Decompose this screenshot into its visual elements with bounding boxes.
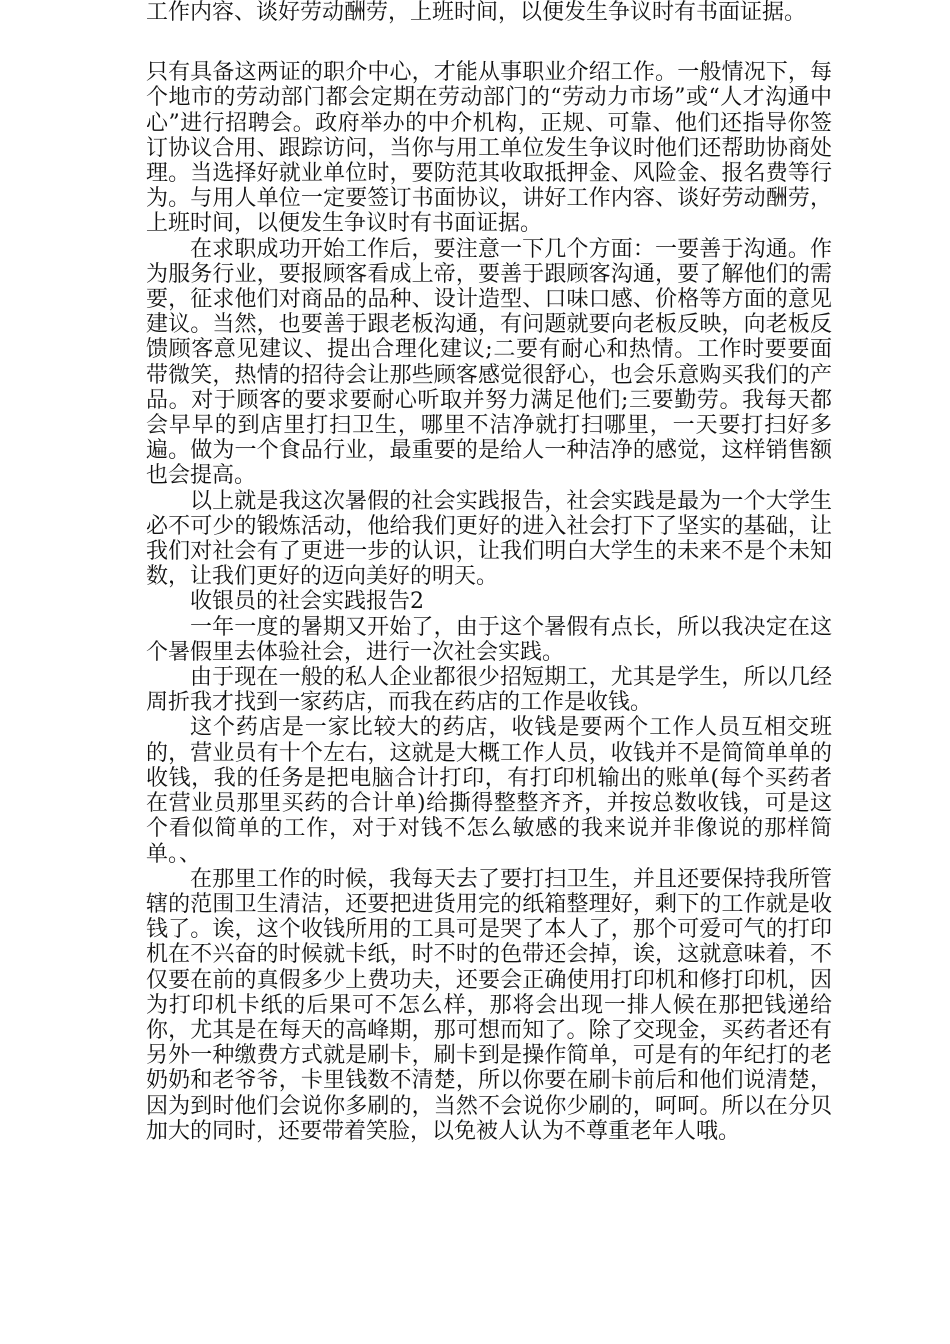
paragraph-conclusion: 以上就是我这次暑假的社会实践报告，社会实践是最为一个大学生必不可少的锻炼活动，他给我们更好的进入社会打下了坚实的基础，让我们对社会有了更进一步的认识，让我们明白大学生的未来不是个未知数，让我们更好的迈向美好的明天。 xyxy=(146,488,832,590)
paragraph-work-tips: 在求职成功开始工作后，要注意一下几个方面：一要善于沟通。作为服务行业，要报顾客看成上帝，要善于跟顾客沟通，要了解他们的需要，征求他们对商品的品种、设计造型、口味口感、价格等方面的意见建议。当然，也要善于跟老板沟通，有问题就要向老板反映，向老板反馈顾客意见建议、提出合理化建议;二要有耐心和热情。工作时要要面带微笑，热情的招待会让那些顾客感觉很舒心，也会乐意购买我们的产品。对于顾客的要求要耐心听取并努力满足他们;三要勤劳。我每天都会早早的到店里打扫卫生，哪里不洁净就打扫哪里，一天要打扫好多遍。做为一个食品行业，最重要的是给人一种洁净的感觉，这样销售额也会提高。 xyxy=(146,236,832,489)
paragraph-daily-work: 在那里工作的时候，我每天去了要打扫卫生，并且还要保持我所管辖的范围卫生清洁，还要把进货用完的纸箱整理好，剩下的工作就是收钱了。诶，这个收钱所用的工具可是哭了本人了，那个可爱可气的打印机在不兴奋的时候就卡纸，时不时的色带还会掉，诶，这就意味着，不仅要在前的真假多少上费功夫，还要会正确使用打印机和修打印机，因为打印机卡纸的后果可不怎么样，那将会出现一排人候在那把钱递给你，尤其是在每天的高峰期，那可想而知了。除了交现金，买药者还有另外一种缴费方式就是刷卡，刷卡到是操作简单，可是有的年纪打的老奶奶和老爷爷，卡里钱数不清楚，所以你要在刷卡前后和他们说清楚，因为到时他们会说你多刷的，当然不会说你少刷的，呵呵。所以在分贝加大的同时，还要带着笑脸，以免被人认为不尊重老年人哦。 xyxy=(146,866,832,1144)
section-heading-report-2: 收银员的社会实践报告2 xyxy=(190,589,424,615)
paragraph-finding-job: 由于现在一般的私人企业都很少招短期工，尤其是学生，所以几经周折我才找到一家药店，而我在药店的工作是收钱。 xyxy=(146,665,832,716)
paragraph-intro: 一年一度的暑期又开始了，由于这个暑假有点长，所以我决定在这个暑假里去体验社会，进行一次社会实践。 xyxy=(146,614,832,665)
document-body xyxy=(146,0,832,1144)
paragraph-pharmacy-description: 这个药店是一家比较大的药店，收钱是要两个工作人员互相交班的，营业员有十个左右，这就是大概工作人员，收钱并不是简简单单的收钱，我的任务是把电脑合计打印，有打印机输出的账单(每个买药者在营业员那里买药的合计单)给撕得整整齐齐，并按总数收钱，可是这个看似简单的工作，对于对钱不怎么敏感的我来说并非像说的那样简单。、 xyxy=(146,715,832,867)
paragraph-top-fragment: 工作内容、谈好劳动酬劳，上班时间，以便发生争议时有书面证据。 xyxy=(146,0,807,25)
paragraph-agency-advice: 只有具备这两证的职介中心，才能从事职业介绍工作。一般情况下，每个地市的劳动部门都会定期在劳动部门的“劳动力市场”或“人才沟通中心”进行招聘会。政府举办的中介机构，正规、可靠、他们还指导你签订协议合用、跟踪访问，当你与用工单位发生争议时他们还帮助协商处理。当选择好就业单位时，要防范其收取抵押金、风险金、报名费等行为。与用人单位一定要签订书面协议，讲好工作内容、谈好劳动酬劳，上班时间，以便发生争议时有书面证据。 xyxy=(146,60,832,237)
